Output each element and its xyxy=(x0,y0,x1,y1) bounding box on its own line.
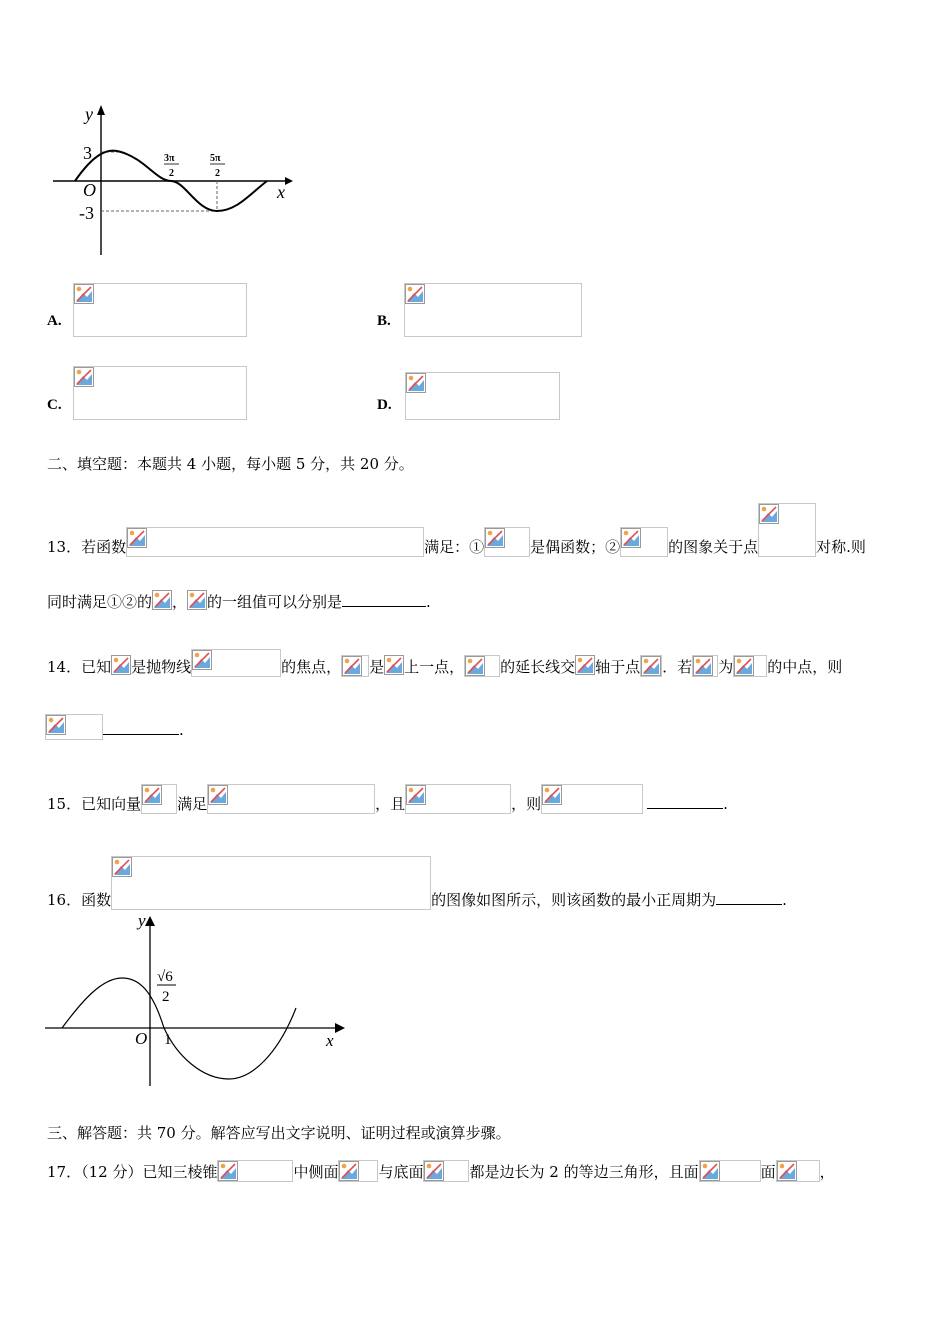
section-2-title: 二、填空题：本题共 4 小题，每小题 5 分，共 20 分。 xyxy=(47,455,414,473)
broken-image-icon xyxy=(406,373,426,393)
question-13-line-2 xyxy=(47,590,431,612)
broken-image-icon xyxy=(777,1161,797,1181)
broken-image-icon xyxy=(152,590,172,610)
q14-text-3: 是 xyxy=(369,658,385,676)
option-b-image[interactable] xyxy=(404,283,582,337)
q14-formula-image[interactable] xyxy=(341,655,369,677)
graph1-x-arrow xyxy=(285,177,293,185)
q16-text-1: 的图像如图所示，则该函数的最小正周期为 xyxy=(431,891,717,909)
q15-num: 15．已知向量 xyxy=(47,795,142,813)
broken-image-icon xyxy=(384,655,404,675)
graph2-frac-den: 2 xyxy=(162,989,170,1005)
q13-formula-image[interactable] xyxy=(620,527,668,557)
q15-formula-image[interactable] xyxy=(207,784,375,814)
q13-formula-image[interactable] xyxy=(484,527,530,557)
q15-text-3: ，则 xyxy=(511,795,542,813)
q13-formula-image[interactable] xyxy=(152,590,172,612)
question-13-line-1 xyxy=(47,503,866,557)
q17-text-2: 与底面 xyxy=(378,1163,424,1181)
graph1-tick-3pi-num: 3π xyxy=(164,153,175,164)
graph1-y-label: y xyxy=(85,104,93,124)
q14-formula-image[interactable] xyxy=(640,655,662,677)
q14-formula-image[interactable] xyxy=(111,655,131,677)
q14-formula-image[interactable] xyxy=(384,655,404,677)
q17-text-3: 都是边长为 2 的等边三角形，且面 xyxy=(469,1163,699,1181)
graph2-x-arrow xyxy=(335,1023,345,1033)
broken-image-icon xyxy=(127,528,147,548)
broken-image-icon xyxy=(112,857,132,877)
graph1-origin: O xyxy=(83,180,96,200)
q17-formula-image[interactable] xyxy=(217,1160,293,1182)
q15-text-4: . xyxy=(723,795,728,813)
broken-image-icon xyxy=(342,656,362,676)
broken-image-icon xyxy=(339,1161,359,1181)
question-14-line-2 xyxy=(45,714,184,740)
q16-answer-blank[interactable] xyxy=(716,890,782,905)
graph2-origin: O xyxy=(135,1029,148,1048)
option-a-image[interactable] xyxy=(73,283,247,337)
q14-formula-image[interactable] xyxy=(692,655,718,677)
graph1-max-label: 3 xyxy=(83,143,92,163)
q14-answer-blank[interactable] xyxy=(103,720,179,735)
graph1-tick-3pi-den: 2 xyxy=(169,168,174,179)
graph1-tick-5pi-den: 2 xyxy=(215,168,220,179)
broken-image-icon xyxy=(465,656,485,676)
q17-text-4: 面 xyxy=(760,1163,776,1181)
q15-text-1: 满足 xyxy=(177,795,208,813)
q13-text-8: . xyxy=(426,593,431,611)
q14-formula-image[interactable] xyxy=(45,714,103,740)
broken-image-icon xyxy=(192,650,212,670)
broken-image-icon xyxy=(759,504,779,524)
graph2-x-label: x xyxy=(326,1031,334,1050)
broken-image-icon xyxy=(46,715,66,735)
q17-formula-image[interactable] xyxy=(699,1160,761,1182)
q14-text-2: 的焦点， xyxy=(281,658,342,676)
q14-text-8: 为 xyxy=(718,658,734,676)
option-d-image[interactable] xyxy=(405,372,560,420)
broken-image-icon xyxy=(485,528,505,548)
graph2-y-arrow xyxy=(145,916,155,926)
q16-num: 16．函数 xyxy=(47,891,112,909)
q13-text-3: 的图象关于点 xyxy=(668,538,759,556)
graph2-frac-num: √6 xyxy=(157,969,173,985)
sine-graph-1 xyxy=(45,95,305,260)
q14-text-1: 是抛物线 xyxy=(131,658,192,676)
graph2-y-label: y xyxy=(138,911,146,930)
option-a-label: A. xyxy=(47,313,62,329)
q14-text-10: . xyxy=(179,721,184,739)
broken-image-icon xyxy=(424,1161,444,1181)
broken-image-icon xyxy=(542,785,562,805)
option-d-label: D. xyxy=(377,397,392,413)
graph1-y-arrow xyxy=(97,105,105,115)
q14-formula-image[interactable] xyxy=(191,649,281,677)
broken-image-icon xyxy=(406,785,426,805)
broken-image-icon xyxy=(405,284,425,304)
q13-formula-image[interactable] xyxy=(126,527,424,557)
broken-image-icon xyxy=(641,656,661,676)
q16-text-2: . xyxy=(782,891,787,909)
q17-text-5: ， xyxy=(819,1163,835,1181)
q17-text-1: 中侧面 xyxy=(293,1163,339,1181)
q13-text-6: ， xyxy=(172,593,188,611)
broken-image-icon xyxy=(218,1161,238,1181)
q13-num: 13．若函数 xyxy=(47,538,127,556)
q15-text-2: ，且 xyxy=(375,795,406,813)
broken-image-icon xyxy=(74,367,94,387)
q14-text-6: 轴于点 xyxy=(595,658,641,676)
graph1-min-label: -3 xyxy=(79,203,94,223)
option-b-label: B. xyxy=(377,313,391,329)
q15-formula-image[interactable] xyxy=(405,784,511,814)
broken-image-icon xyxy=(111,655,131,675)
q13-text-5: 同时满足①②的 xyxy=(47,593,153,611)
q13-text-4: 对称.则 xyxy=(816,538,866,556)
q16-formula-image[interactable] xyxy=(111,856,431,910)
graph1-x-label: x xyxy=(277,182,285,202)
option-c-image[interactable] xyxy=(73,366,247,420)
q15-formula-image[interactable] xyxy=(141,784,177,814)
q13-formula-image[interactable] xyxy=(187,590,207,612)
q14-text-4: 上一点， xyxy=(404,658,465,676)
q15-answer-blank[interactable] xyxy=(647,794,723,809)
broken-image-icon xyxy=(700,1161,720,1181)
q17-formula-image[interactable] xyxy=(776,1160,820,1182)
question-16-line xyxy=(47,856,787,910)
graph1-tick-5pi-num: 5π xyxy=(210,153,221,164)
q14-text-9: 的中点，则 xyxy=(767,658,843,676)
q13-text-2: 是偶函数；② xyxy=(530,538,621,556)
q14-formula-image[interactable] xyxy=(575,655,595,677)
q14-formula-image[interactable] xyxy=(733,655,767,677)
graph2-one-label: 1 xyxy=(164,1032,172,1048)
q17-formula-image[interactable] xyxy=(338,1160,378,1182)
q14-text-5: 的延长线交 xyxy=(500,658,576,676)
broken-image-icon xyxy=(187,590,207,610)
broken-image-icon xyxy=(734,656,754,676)
broken-image-icon xyxy=(693,656,713,676)
q14-num: 14．已知 xyxy=(47,658,112,676)
broken-image-icon xyxy=(74,284,94,304)
q13-text-7: 的一组值可以分别是 xyxy=(207,593,343,611)
q17-formula-image[interactable] xyxy=(423,1160,469,1182)
broken-image-icon xyxy=(621,528,641,548)
q13-answer-blank[interactable] xyxy=(342,592,426,607)
question-14-line-1 xyxy=(47,649,842,677)
broken-image-icon xyxy=(142,785,162,805)
sine-graph-2 xyxy=(42,906,352,1091)
broken-image-icon xyxy=(208,785,228,805)
broken-image-icon xyxy=(575,655,595,675)
q14-text-7: ．若 xyxy=(662,658,693,676)
q15-formula-image[interactable] xyxy=(541,784,643,814)
section-3-title: 三、解答题：共 70 分。解答应写出文字说明、证明过程或演算步骤。 xyxy=(47,1124,511,1142)
q17-num: 17．（12 分）已知三棱锥 xyxy=(47,1163,218,1181)
option-c-label: C. xyxy=(47,397,62,413)
q14-formula-image[interactable] xyxy=(464,655,500,677)
q13-text-1: 满足：① xyxy=(424,538,485,556)
question-15-line xyxy=(47,784,728,814)
question-17-line xyxy=(47,1160,835,1182)
q13-formula-image[interactable] xyxy=(758,503,816,557)
